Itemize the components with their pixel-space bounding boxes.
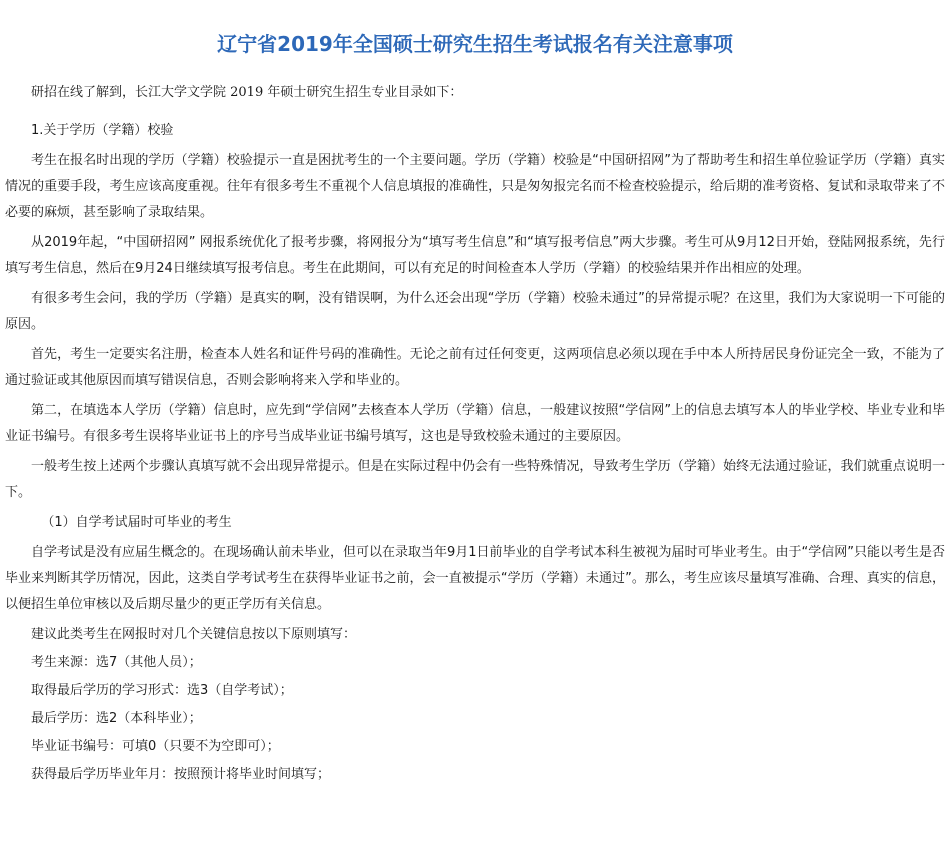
body-paragraph: 考生在报名时出现的学历（学籍）校验提示一直是困扰考生的一个主要问题。学历（学籍）校验是“中国研招网”为了帮助考生和招生单位验证学历（学籍）真实情况的重要手段，考生应该高度重视。往年有很多考生不重视个人信息填报的准确性，只是匆匆报完名而不检查校验提示，给后期的准考资格、复试和录取带来了不必要的麻烦，甚至影响了录取结果。 [5,153,945,220]
body-paragraph: 建议此类考生在网报时对几个关键信息按以下原则填写： [31,627,357,642]
body-paragraph: 首先，考生一定要实名注册，检查本人姓名和证件号码的准确性。无论之前有过任何变更，这两项信息必须以现在手中本人所持居民身份证完全一致，不能为了通过验证或其他原因而填写错误信息，否则会影响将来入学和毕业的。 [5,347,945,388]
rule-item: 获得最后学历毕业年月：按照预计将毕业时间填写； [31,767,331,782]
rule-item: 毕业证书编号：可填0（只要不为空即可）； [31,739,280,754]
rule-item: 取得最后学历的学习形式：选3（自学考试）； [31,683,293,698]
section-heading: 1.关于学历（学籍）校验 [31,123,174,138]
rule-item: 考生来源：选7（其他人员）； [31,655,202,670]
rule-item: 最后学历：选2（本科毕业）； [31,711,202,726]
body-paragraph: 一般考生按上述两个步骤认真填写就不会出现异常提示。但是在实际过程中仍会有一些特殊情况，导致考生学历（学籍）始终无法通过验证，我们就重点说明一下。 [5,459,945,500]
article-body [5,80,945,790]
body-paragraph: 自学考试是没有应届生概念的。在现场确认前未毕业，但可以在录取当年9月1日前毕业的自学考试本科生被视为届时可毕业考生。由于“学信网”只能以考生是否毕业来判断其学历情况，因此，这类自学考试考生在获得毕业证书之前，会一直被提示“学历（学籍）未通过”。那么，考生应该尽量填写准确、合理、真实的信息，以便招生单位审核以及后期尽量少的更正学历有关信息。 [5,545,946,612]
article-title: 辽宁省2019年全国硕士研究生招生考试报名有关注意事项 [217,32,733,56]
subsection-heading: （1）自学考试届时可毕业的考生 [41,515,232,530]
body-paragraph: 从2019年起，“中国研招网” 网报系统优化了报考步骤，将网报分为“填写考生信息”和“填写报考信息”两大步骤。考生可从9月12日开始，登陆网报系统，先行填写考生信息，然后在9月24日继续填写报考信息。考生在此期间，可以有充足的时间检查本人学历（学籍）的校验结果并作出相应的处理。 [5,235,945,276]
intro-paragraph: 研招在线了解到，长江大学文学院 2019 年硕士研究生招生专业目录如下： [31,85,463,100]
body-paragraph: 有很多考生会问，我的学历（学籍）是真实的啊，没有错误啊，为什么还会出现“学历（学籍）校验未通过”的异常提示呢？在这里，我们为大家说明一下可能的原因。 [5,291,945,332]
body-paragraph: 第二，在填选本人学历（学籍）信息时，应先到“学信网”去核查本人学历（学籍）信息，一般建议按照“学信网”上的信息去填写本人的毕业学校、毕业专业和毕业证书编号。有很多考生误将毕业证书上的序号当成毕业证书编号填写，这也是导致校验未通过的主要原因。 [5,403,945,444]
